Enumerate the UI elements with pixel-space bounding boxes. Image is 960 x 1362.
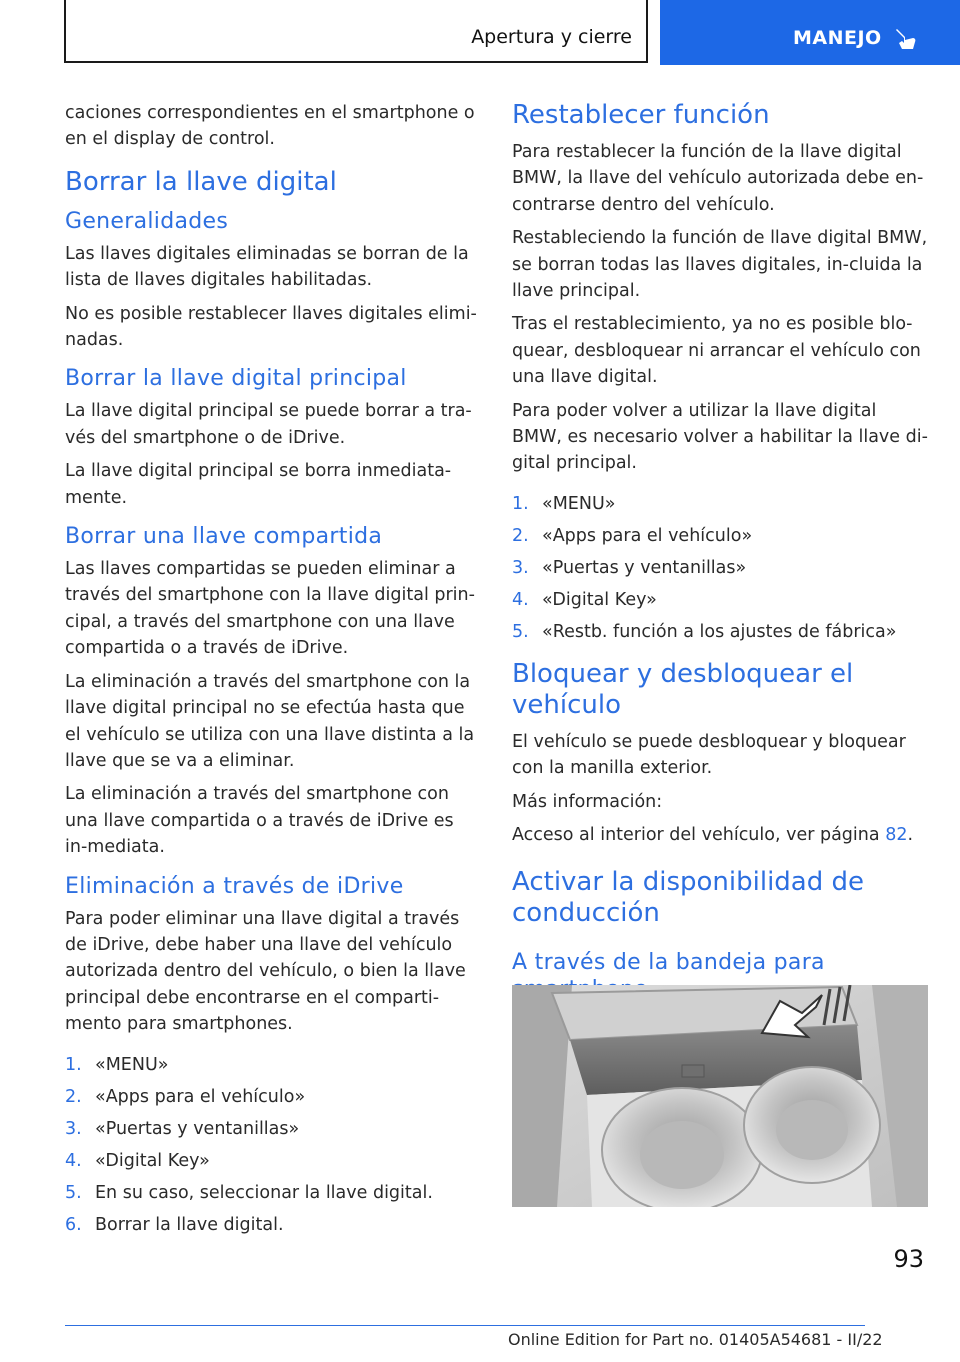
paragraph: Las llaves digitales eliminadas se borran de la lista de llaves digitales habilitadas. xyxy=(65,243,469,291)
heading-eliminacion-idrive: Eliminación a través de iDrive xyxy=(65,873,404,899)
paragraph: El vehículo se puede desbloquear y bloquear con la manilla exterior. xyxy=(512,731,906,779)
intro-paragraph: caciones correspondientes en el smartphone o en el display de control. xyxy=(65,103,475,150)
list-item: 5. «Restb. función a los ajustes de fábrica» xyxy=(512,621,897,642)
list-item: 5. En su caso, seleccionar la llave digital. xyxy=(65,1182,433,1203)
heading-activar: Activar la disponibilidad de conducción xyxy=(512,866,865,928)
header-section-box xyxy=(64,0,648,63)
list-item: 4. «Digital Key» xyxy=(65,1150,210,1171)
heading-borrar-compartida: Borrar una llave compartida xyxy=(65,524,383,550)
heading-borrar-principal: Borrar la llave digital principal xyxy=(65,366,407,392)
page-number: 93 xyxy=(893,1245,924,1273)
left-column xyxy=(65,100,480,1248)
paragraph: Restableciendo la función de llave digital BMW, se borran todas las llaves digitales, in‐cluida la llave principal. xyxy=(512,228,928,302)
right-column xyxy=(512,100,930,1009)
chapter-tab[interactable] xyxy=(660,0,960,65)
list-item: 1. «MENU» xyxy=(65,1054,169,1075)
paragraph: Para poder volver a utilizar la llave digital BMW, es necesario volver a habilitar la llave di‐gital principal. xyxy=(512,400,928,474)
heading-bloquear: Bloquear y desbloquear el vehículo xyxy=(512,658,854,720)
steps-list-reset xyxy=(512,491,930,645)
paragraph: La eliminación a través del smartphone con una llave compartida o a través de iDrive es in‐mediata. xyxy=(65,784,454,858)
smartphone-tray-photo xyxy=(512,985,928,1207)
footer-edition: Online Edition for Part no. 01405A54681 - II/22 xyxy=(508,1330,883,1349)
paragraph: No es posible restablecer llaves digitales elimi‐nadas. xyxy=(65,303,477,351)
heading-generalidades: Generalidades xyxy=(65,208,229,234)
list-item: 6. Borrar la llave digital. xyxy=(65,1214,284,1235)
paragraph: Para poder eliminar una llave digital a través de iDrive, debe haber una llave del vehículo autorizada dentro del vehículo, o bien la llave principal debe encontrarse en el comparti‐mento para smartphones. xyxy=(65,908,466,1035)
list-item: 3. «Puertas y ventanillas» xyxy=(512,557,747,578)
list-item: 1. «MENU» xyxy=(512,493,616,514)
paragraph: Las llaves compartidas se pueden eliminar a través del smartphone con la llave digital prin‐cipal, a través del smartphone con una llave compartida o a través de iDrive. xyxy=(65,559,475,659)
paragraph: Más información: xyxy=(512,791,663,812)
page-link[interactable]: 82 xyxy=(885,825,908,846)
paragraph: Para restablecer la función de la llave digital BMW, la llave del vehículo autorizada debe en‐contrarse dentro del vehículo. xyxy=(512,142,924,215)
paragraph: La eliminación a través del smartphone con la llave digital principal no se efectúa hasta que el vehículo se utiliza con una llave distinta a la llave que se va a eliminar. xyxy=(65,671,475,771)
steps-list-delete xyxy=(65,1052,480,1238)
list-item: 2. «Apps para el vehículo» xyxy=(65,1086,306,1107)
list-item: 4. «Digital Key» xyxy=(512,589,657,610)
footer-divider xyxy=(65,1325,865,1326)
paragraph: La llave digital principal se puede borrar a tra‐vés del smartphone o de iDrive. xyxy=(65,401,472,448)
list-item: 3. «Puertas y ventanillas» xyxy=(65,1118,300,1139)
list-item: 2. «Apps para el vehículo» xyxy=(512,525,753,546)
pointing-hand-icon xyxy=(893,26,919,52)
section-title: Apertura y cierre xyxy=(471,26,632,48)
heading-restablecer: Restablecer función xyxy=(512,100,770,130)
paragraph: La llave digital principal se borra inmediata‐mente. xyxy=(65,461,452,508)
chapter-tab-label: MANEJO xyxy=(793,27,882,49)
paragraph: Tras el restablecimiento, ya no es posible blo‐quear, desbloquear ni arrancar el vehículo con una llave digital. xyxy=(512,314,921,388)
heading-bandeja: A través de la bandeja para xyxy=(512,949,825,975)
heading-borrar-llave: Borrar la llave digital xyxy=(65,166,337,197)
paragraph-with-link: Acceso al interior del vehículo, ver página 82. xyxy=(512,825,914,846)
